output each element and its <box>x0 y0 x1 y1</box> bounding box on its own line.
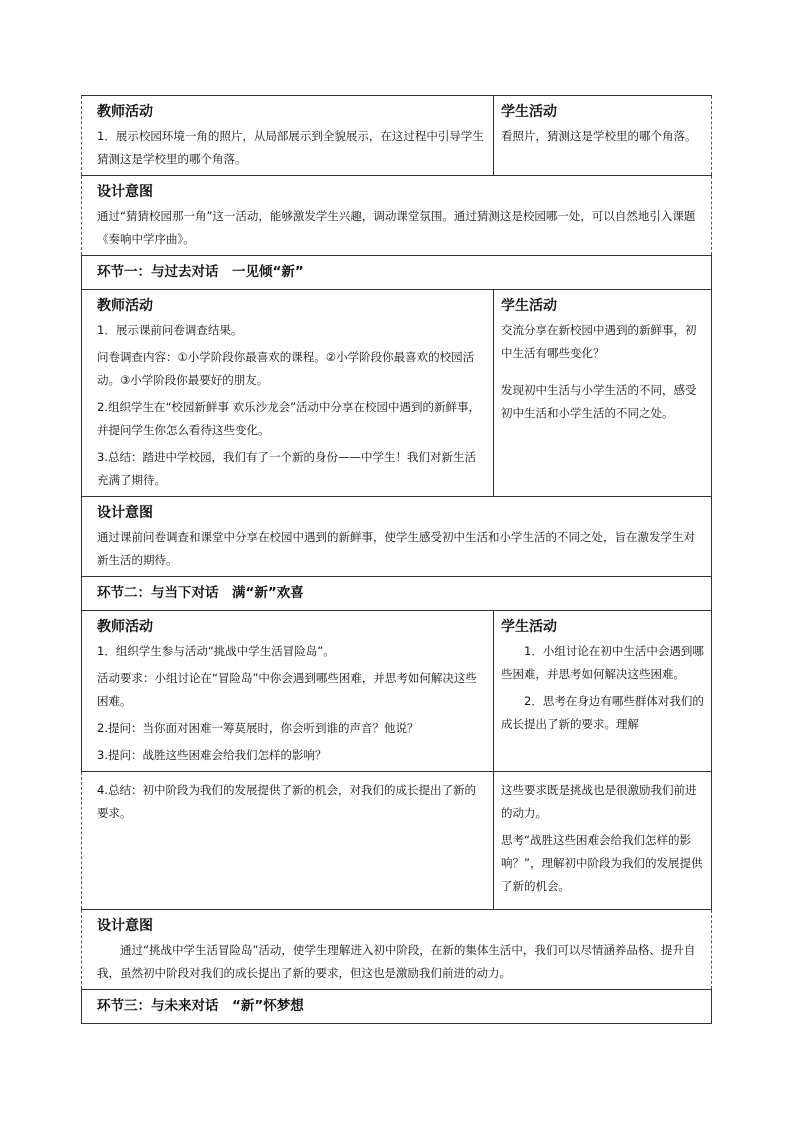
intro-teacher-text: 1．展示校园环境一角的照片，从局部展示到全貌展示，在这过程中引导学生猜测这是学校里的哪个角落。 <box>97 129 484 166</box>
stage2-title-row <box>82 577 712 611</box>
design-heading: 设计意图 <box>97 918 153 934</box>
student-activity-heading: 学生活动 <box>501 298 557 314</box>
stage1-design-text: 通过课前问卷调查和课堂中分享在校园中遇到的新鲜事，使学生感受初中生活和小学生活的不同之处，旨在激发学生对新生活的期待。 <box>97 530 695 567</box>
teacher-activity-heading: 教师活动 <box>97 298 153 314</box>
intro-student-text: 看照片，猜测这是学校里的哪个角落。 <box>501 129 697 143</box>
stage2-student-cont-cell <box>494 772 712 910</box>
intro-design-cell <box>82 176 712 256</box>
lesson-plan-page <box>81 95 711 1024</box>
stage3-title: 环节三：与未来对话 “新”怀梦想 <box>97 998 304 1014</box>
intro-activity-row <box>82 96 712 176</box>
teacher-activity-heading: 教师活动 <box>97 104 153 120</box>
stage1-title-row <box>82 256 712 290</box>
design-heading: 设计意图 <box>97 505 153 521</box>
teacher-activity-heading: 教师活动 <box>97 619 153 635</box>
intro-teacher-cell <box>82 96 494 176</box>
stage2-design-cell <box>82 910 712 990</box>
stage2-student-cont-text: 这些要求既是挑战也是很激励我们前进的动力。 <box>501 783 697 820</box>
stage2-teacher-text: 1．组织学生参与活动“挑战中学生活冒险岛”。 <box>97 644 335 658</box>
student-activity-heading: 学生活动 <box>501 104 557 120</box>
intro-design-text: 通过“猜猜校园那一角”这一活动，能够激发学生兴趣，调动课堂氛围。通过猜测这是校园哪一处，可以自然地引入课题《奏响中学序曲》。 <box>97 209 696 246</box>
stage1-title: 环节一：与过去对话 一见倾“新” <box>97 264 304 280</box>
stage2-design-text: 通过“挑战中学生活冒险岛”活动，使学生理解进入初中阶段，在新的集体生活中，我们可以尽情涵养品格、提升自我，虽然初中阶段对我们的成长提出了新的要求，但这也是激励我们前进的动力。 <box>97 943 696 980</box>
stage2-title: 环节二：与当下对话 满“新”欢喜 <box>97 585 304 601</box>
stage1-teacher-text: 1．展示课前问卷调查结果。 <box>97 323 243 337</box>
intro-design-row <box>82 176 712 256</box>
stage3-title-cell <box>82 990 712 1024</box>
stage1-teacher-text: 问卷调查内容：①小学阶段你最喜欢的课程。②小学阶段你最喜欢的校园活动。③小学阶段你最要好的朋友。 <box>97 350 475 387</box>
stage2-student-text: 1．小组讨论在初中生活中会遇到哪些困难，并思考如何解决这些困难。 <box>501 644 704 681</box>
stage2-design-row <box>82 910 712 990</box>
stage2-student-cont-text: 思考“战胜这些困难会给我们怎样的影响？”，理解初中阶段为我们的发展提供了新的机会。 <box>501 833 703 893</box>
lesson-plan-table <box>81 95 712 1024</box>
stage2-student-cell <box>494 611 712 772</box>
stage1-teacher-cell <box>82 290 494 497</box>
stage1-activity-row <box>82 290 712 497</box>
stage1-design-cell <box>82 497 712 577</box>
student-activity-heading: 学生活动 <box>501 619 557 635</box>
stage1-teacher-text: 2.组织学生在“校园新鲜事 欢乐沙龙会”活动中分享在校园中遇到的新鲜事，并提问学生你怎么看待这些变化。 <box>97 400 481 437</box>
stage2-activity-row <box>82 611 712 772</box>
stage1-design-row <box>82 497 712 577</box>
stage2-teacher-cont-text: 4.总结：初中阶段为我们的发展提供了新的机会，对我们的成长提出了新的要求。 <box>97 783 476 820</box>
design-heading: 设计意图 <box>97 184 153 200</box>
stage2-teacher-cont-cell <box>82 772 494 910</box>
stage2-teacher-text: 2.提问：当你面对困难一筹莫展时，你会听到谁的声音？他说？ <box>97 721 419 735</box>
stage1-student-cell <box>494 290 712 497</box>
stage2-student-text: 2．思考在身边有哪些群体对我们的成长提出了新的要求。理解 <box>501 694 704 731</box>
stage3-title-row <box>82 990 712 1024</box>
intro-student-cell <box>494 96 712 176</box>
stage2-title-cell <box>82 577 712 611</box>
stage1-teacher-text: 3.总结：踏进中学校园，我们有了一个新的身份——中学生！我们对新生活充满了期待。 <box>97 450 476 487</box>
stage1-title-cell <box>82 256 712 290</box>
stage2-continued-row <box>82 772 712 910</box>
stage2-teacher-text: 活动要求：小组讨论在“冒险岛”中你会遇到哪些困难，并思考如何解决这些困难。 <box>97 671 477 708</box>
stage2-teacher-text: 3.提问：战胜这些困难会给我们怎样的影响？ <box>97 748 327 762</box>
stage1-student-text: 交流分享在新校园中遇到的新鲜事，初中生活有哪些变化？ <box>501 323 697 360</box>
stage2-teacher-cell <box>82 611 494 772</box>
stage1-student-text: 发现初中生活与小学生活的不同，感受初中生活和小学生活的不同之处。 <box>501 383 697 420</box>
